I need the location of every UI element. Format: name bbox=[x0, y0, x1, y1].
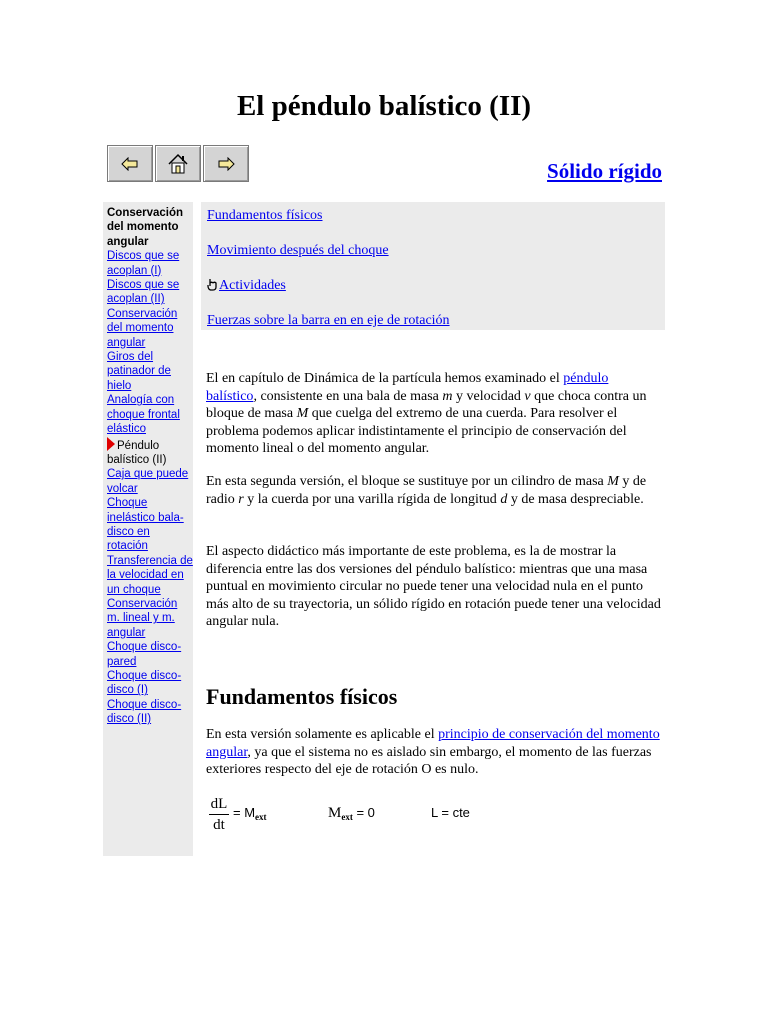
eq-text: = 0 bbox=[352, 805, 375, 820]
text-span: y velocidad bbox=[452, 388, 525, 404]
text-span: El en capítulo de Dinámica de la partícula hemos examinado el bbox=[206, 371, 564, 386]
toc-link-movimiento[interactable]: Movimiento después del choque bbox=[207, 243, 389, 258]
sidebar bbox=[103, 202, 193, 856]
fundamentos-paragraph bbox=[206, 726, 662, 779]
sidebar-link[interactable]: Choque disco-disco (I) bbox=[107, 670, 182, 697]
sidebar-link[interactable]: Giros del patinador de hielo bbox=[107, 351, 171, 392]
sidebar-link[interactable]: Choque disco-pared bbox=[107, 641, 182, 668]
var-M: M bbox=[607, 474, 619, 489]
next-button[interactable] bbox=[203, 145, 249, 182]
var-d: d bbox=[500, 491, 508, 507]
fraction-numerator: dL bbox=[210, 796, 228, 812]
intro-paragraph bbox=[206, 370, 662, 458]
home-button[interactable] bbox=[155, 145, 201, 182]
var-r: r bbox=[238, 491, 244, 507]
link-pendulo-balistico[interactable]: péndulo balístico bbox=[206, 371, 609, 404]
home-icon bbox=[167, 153, 189, 175]
sidebar-link[interactable]: Discos que se acoplan (I) bbox=[107, 250, 180, 277]
sidebar-link[interactable]: Transferencia de la velocidad en un choque bbox=[107, 554, 193, 596]
arrow-right-icon bbox=[217, 157, 235, 171]
equation-3: L = cte bbox=[431, 805, 470, 820]
heading-fundamentos: Fundamentos físicos bbox=[206, 684, 398, 709]
toc-activities-row bbox=[207, 277, 286, 297]
toc-link-fundamentos[interactable]: Fundamentos físicos bbox=[207, 208, 323, 223]
didactic-paragraph: El aspecto didáctico más importante de este problema, es la de mostrar la diferencia entre las dos versiones del péndulo balístico: mientras que una masa puntual en movimiento circular no puede tener una velocidad nula en el punto más alto de su trayectoria, un sólido rígido en rotación puede tener una velocidad angular nula. bbox=[206, 544, 661, 630]
sidebar-item-label: Péndulo balístico (II) bbox=[107, 439, 167, 466]
sidebar-link[interactable]: Choque disco-disco (II) bbox=[107, 698, 182, 726]
hand-pointer-icon bbox=[207, 278, 219, 297]
equations bbox=[206, 795, 506, 835]
equation-1-rhs bbox=[233, 805, 267, 822]
text-span: y de radio bbox=[206, 474, 647, 507]
var-v: v bbox=[524, 388, 531, 404]
current-arrow-icon bbox=[107, 437, 115, 451]
fraction-denominator: dt bbox=[213, 817, 225, 833]
toc-link-fuerzas[interactable]: Fuerzas sobre la barra en en eje de rotación bbox=[207, 313, 450, 328]
eq-text: M bbox=[328, 805, 342, 821]
sidebar-link[interactable]: Conservación del momento angular bbox=[107, 307, 178, 349]
text-span: , ya que el sistema no es aislado sin embargo, el momento de las fuerzas exteriores respecto del eje de rotación O es nulo. bbox=[206, 744, 652, 778]
var-M: M bbox=[296, 406, 309, 422]
sidebar-heading: Conservación del momento angular bbox=[107, 207, 184, 248]
fraction-bar bbox=[209, 814, 229, 815]
text-span: que choca contra un bloque de masa bbox=[206, 388, 647, 422]
text-span: y de masa despreciable. bbox=[507, 491, 644, 507]
sidebar-link[interactable]: Choque inelástico bala-disco en rotación bbox=[107, 497, 184, 553]
text-span: , consistente en una bala de masa bbox=[253, 388, 443, 404]
link-conservacion-momento-angular[interactable]: principio de conservación del momento angular bbox=[206, 727, 660, 760]
sidebar-list bbox=[107, 249, 193, 726]
arrow-left-icon bbox=[121, 157, 139, 171]
text-span: En esta segunda versión, el bloque se sustituye por un cilindro de masa bbox=[206, 474, 608, 489]
second-version-paragraph bbox=[206, 473, 662, 508]
table-of-contents bbox=[201, 202, 665, 330]
sidebar-link[interactable]: Discos que se acoplan (II) bbox=[107, 279, 180, 306]
text-span: y la cuerda por una varilla rígida de longitud bbox=[243, 491, 501, 507]
fraction-dl-dt bbox=[209, 795, 229, 834]
equation-2 bbox=[328, 805, 375, 822]
page-title: El péndulo balístico (II) bbox=[236, 90, 532, 122]
section-link[interactable]: Sólido rígido bbox=[547, 159, 662, 183]
eq-subscript: ext bbox=[255, 812, 267, 822]
text-span: que cuelga del extremo de una cuerda. Para resolver el problema podemos aplicar indistintamente el principio de conservación del momento lineal o del momento angular. bbox=[206, 406, 627, 457]
eq-subscript: ext bbox=[341, 812, 353, 822]
sidebar-item-current bbox=[107, 437, 193, 468]
sidebar-link[interactable]: Conservación m. lineal y m. angular bbox=[107, 597, 178, 639]
sidebar-link[interactable]: Caja que puede volcar bbox=[107, 468, 189, 495]
eq-text: = M bbox=[233, 805, 256, 820]
text-span: En esta versión solamente es aplicable el bbox=[206, 727, 439, 742]
sidebar-link[interactable]: Analogía con choque frontal elástico bbox=[107, 394, 180, 436]
prev-button[interactable] bbox=[107, 145, 153, 182]
var-m: m bbox=[442, 388, 453, 404]
toc-link-actividades[interactable]: Actividades bbox=[219, 278, 286, 293]
